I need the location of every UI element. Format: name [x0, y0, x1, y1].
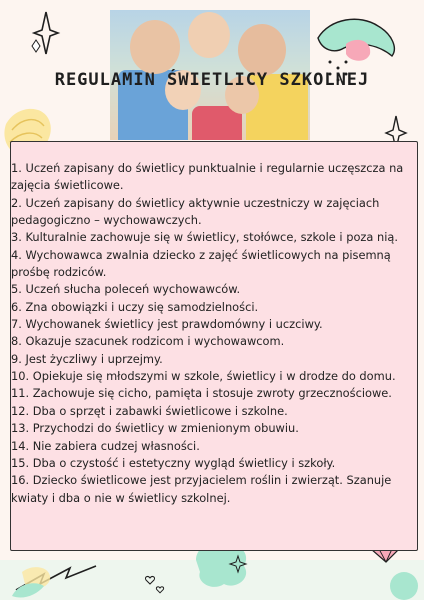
photo-child-face: [130, 20, 180, 74]
photo-child-face: [188, 12, 230, 58]
rule-item: 10. Opiekuje się młodszymi w szkole, świetlicy i w drodze do domu.: [11, 369, 396, 384]
rule-item: 13. Przychodzi do świetlicy w zmienionym obuwiu.: [11, 421, 299, 436]
photo-child-face: [238, 24, 286, 76]
rule-item: 14. Nie zabiera cudzej własności.: [11, 438, 200, 453]
rule-item: 3. Kulturalnie zachowuje się w świetlicy, stołówce, szkole i poza nią.: [11, 230, 398, 245]
rule-item: 2. Uczeń zapisany do świetlicy aktywnie uczestniczy w zajęciach pedagogiczno – wychowawczych.: [11, 195, 380, 228]
rule-item: 11. Zachowuje się cicho, pamięta i stosuje zwroty grzecznościowe.: [11, 386, 392, 401]
mint-circle-shape: [390, 572, 418, 600]
rule-item: 8. Okazuje szacunek rodzicom i wychowawcom.: [11, 334, 285, 349]
page-title: REGULAMIN ŚWIETLICY SZKOLNEJ: [54, 70, 370, 90]
rule-item: 7. Wychowanek świetlicy jest prawdomówny i uczciwy.: [11, 317, 323, 332]
rule-item: 12. Dba o sprzęt i zabawki świetlicowe i szkolne.: [11, 403, 288, 418]
rule-item: 5. Uczeń słucha poleceń wychowawców.: [11, 282, 241, 297]
rules-list: [11, 160, 416, 507]
rule-item: 4. Wychowawca zwalnia dziecko z zajęć świetlicowych na pisemną prośbę rodziców.: [11, 247, 391, 280]
rule-item: 6. Zna obowiązki i uczy się samodzielności.: [11, 299, 259, 314]
rule-item: 15. Dba o czystość i estetyczny wygląd świetlicy i szkoły.: [11, 455, 336, 470]
rule-item: 1. Uczeń zapisany do świetlicy punktualnie i regularnie uczęszcza na zajęcia świetlicowe.: [11, 161, 404, 193]
rule-item: 9. Jest życzliwy i uprzejmy.: [11, 351, 163, 366]
rule-item: 16. Dziecko świetlicowe jest przyjacielem roślin i zwierząt. Szanuje kwiaty i dba o nie w świetlicy szkolnej.: [11, 473, 392, 505]
small-diamond-icon: [32, 40, 40, 52]
